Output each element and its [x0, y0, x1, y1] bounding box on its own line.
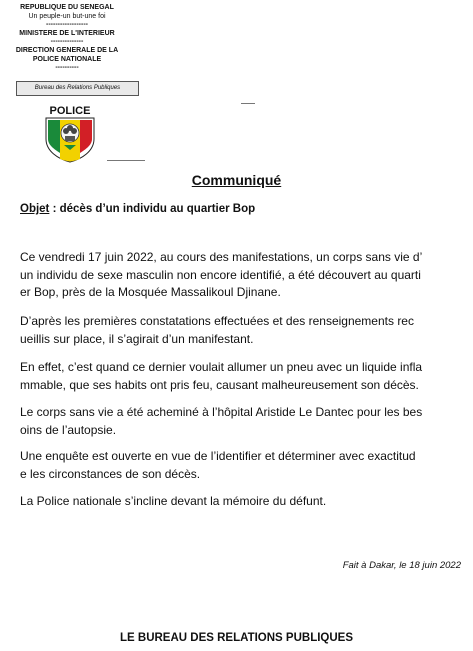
paragraph-2	[20, 313, 460, 348]
text-line: Ce vendredi 17 juin 2022, au cours des manifestations, un corps sans vie d’	[20, 250, 423, 264]
paragraph-4	[20, 404, 460, 439]
text-line: En effet, c’est quand ce dernier voulait allumer un pneu avec un liquide infla	[20, 360, 423, 374]
ministry-name: MINISTERE DE L'INTERIEUR	[19, 29, 115, 37]
text-line: e les circonstances de son décès.	[20, 466, 201, 481]
republic-name: REPUBLIQUE DU SENEGAL	[20, 4, 114, 11]
text-line: Le corps sans vie a été acheminé à l’hôpital Aristide Le Dantec pour les bes	[20, 405, 423, 419]
object-text: : décès d’un individu au quartier Bop	[49, 203, 256, 215]
separator: ------------------	[46, 21, 88, 29]
bureau-label: Bureau des Relations Publiques	[34, 85, 121, 91]
paragraph-5	[20, 448, 460, 483]
paragraph-6	[20, 493, 460, 511]
text-line: mmable, que ses habits ont pris feu, causant malheureusement son décès.	[20, 377, 419, 392]
police-logo	[40, 103, 100, 163]
direction-name-line1: DIRECTION GENERALE DE LA	[15, 46, 119, 54]
separator: --------------	[50, 38, 84, 46]
text-line: un individu de sexe masculin non encore identifié, a été découvert au quarti	[20, 267, 421, 282]
text-line: oins de l’autopsie.	[20, 422, 117, 437]
separator: ----------	[55, 64, 79, 72]
decorative-rule	[241, 103, 255, 104]
object-line	[20, 203, 255, 215]
object-label: Objet	[20, 203, 50, 215]
decorative-rule	[107, 160, 145, 161]
document-title: Communiqué	[191, 172, 282, 188]
paragraph-3	[20, 359, 460, 394]
direction-name-line2: POLICE NATIONALE	[32, 55, 102, 63]
text-line: er Bop, près de la Mosquée Massalikoul Djinane.	[20, 285, 281, 299]
logo-text: POLICE	[49, 105, 91, 117]
national-motto: Un peuple-un but-une foi	[28, 12, 106, 20]
letterhead	[6, 4, 128, 73]
text-line: ueillis sur place, il s’agirait d’un manifestant.	[20, 331, 254, 346]
text-line: D’après les premières constatations effectuées et des renseignements rec	[20, 314, 414, 328]
place-date: Fait à Dakar, le 18 juin 2022	[342, 560, 461, 571]
text-line: Une enquête est ouverte en vue de l’identifier et déterminer avec exactitud	[20, 449, 416, 463]
text-line: La Police nationale s’incline devant la mémoire du défunt.	[20, 494, 327, 508]
paragraph-1	[20, 249, 460, 302]
police-shield-icon	[40, 103, 100, 163]
bureau-label-box	[16, 81, 139, 96]
signatory: LE BUREAU DES RELATIONS PUBLIQUES	[120, 632, 353, 644]
